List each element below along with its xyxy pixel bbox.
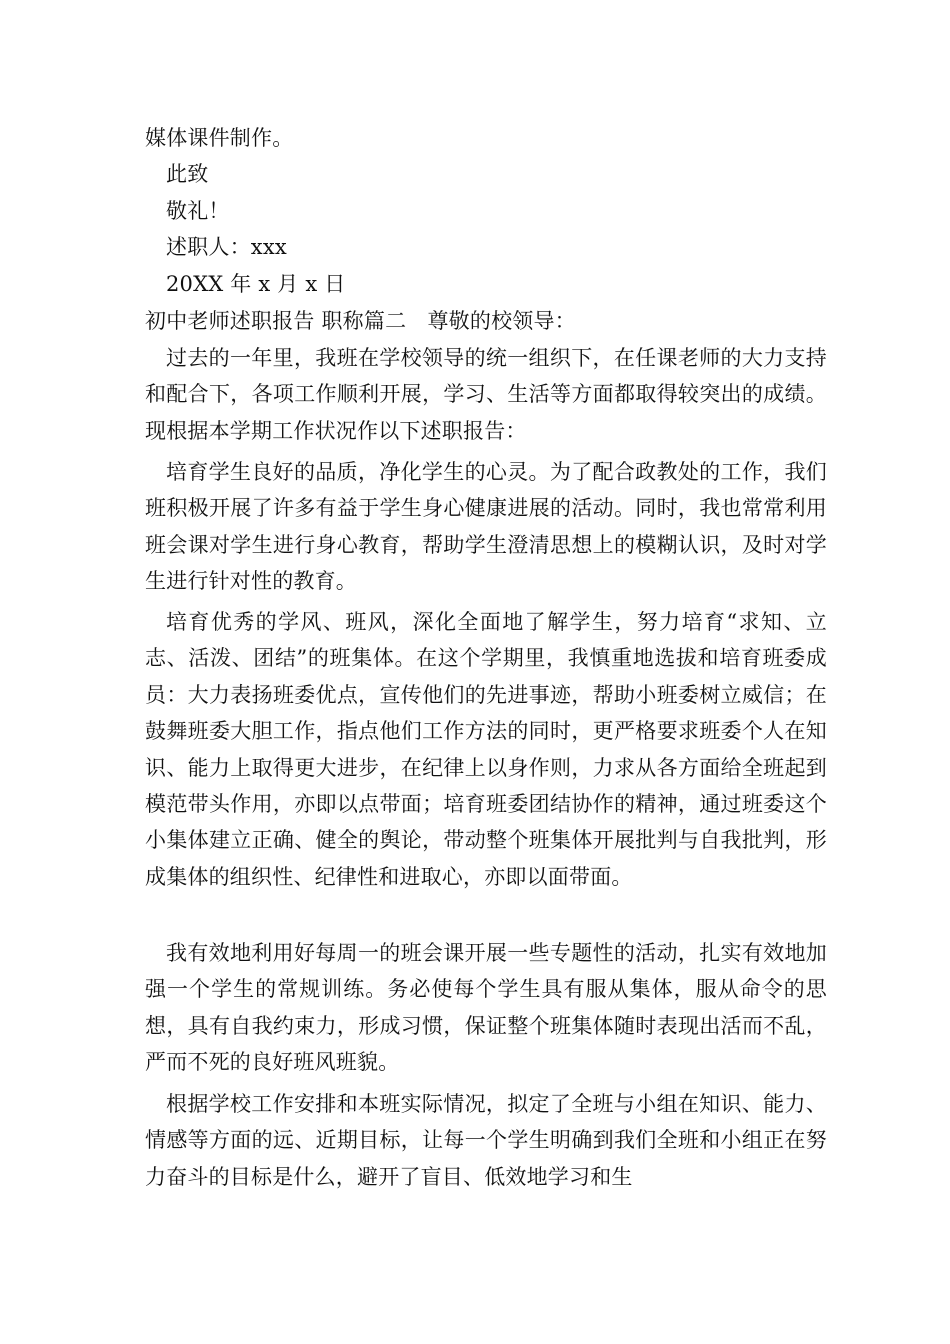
reporter-signature: 述职人：xxx bbox=[166, 235, 287, 259]
closing-line-end: 媒体课件制作。 bbox=[145, 126, 294, 150]
report-date: 20XX 年 x 月 x 日 bbox=[166, 272, 346, 296]
body-paragraph: 我有效地利用好每周一的班会课开展一些专题性的活动，扎实有效地加强一个学生的常规训练。务必使每个学生具有服从集体，服从命令的思想，具有自我约束力，形成习惯，保证整个班集体随时表现出活而不乱，严而不死的良好班风班貌。 bbox=[145, 941, 827, 1075]
salutation-line-1: 此致 bbox=[166, 162, 209, 186]
section-heading: 初中老师述职报告 职称篇二 尊敬的校领导： bbox=[145, 309, 576, 333]
body-paragraph: 培育优秀的学风、班风，深化全面地了解学生，努力培育“求知、立志、活泼、团结”的班集体。在这个学期里，我慎重地选拔和培育班委成员：大力表扬班委优点，宣传他们的先进事迹，帮助小班委树立威信；在鼓舞班委大胆工作，指点他们工作方法的同时，更严格要求班委个人在知识、能力上取得更大进步，在纪律上以身作则，力求从各方面给全班起到模范带头作用，亦即以点带面；培育班委团结协作的精神，通过班委这个小集体建立正确、健全的舆论，带动整个班集体开展批判与自我批判，形成集体的组织性、纪律性和进取心，亦即以面带面。 bbox=[145, 610, 827, 889]
body-paragraph: 培育学生良好的品质，净化学生的心灵。为了配合政教处的工作，我们班积极开展了许多有益于学生身心健康进展的活动。同时，我也常常利用班会课对学生进行身心教育，帮助学生澄清思想上的模糊认识，及时对学生进行针对性的教育。 bbox=[145, 460, 827, 594]
body-paragraph: 过去的一年里，我班在学校领导的统一组织下，在任课老师的大力支持和配合下，各项工作顺利开展，学习、生活等方面都取得较突出的成绩。现根据本学期工作状况作以下述职报告： bbox=[145, 346, 827, 443]
body-paragraph: 根据学校工作安排和本班实际情况，拟定了全班与小组在知识、能力、情感等方面的远、近期目标，让每一个学生明确到我们全班和小组正在努力奋斗的目标是什么，避开了盲目、低效地学习和生 bbox=[145, 1092, 827, 1189]
salutation-line-2: 敬礼！ bbox=[166, 199, 230, 223]
